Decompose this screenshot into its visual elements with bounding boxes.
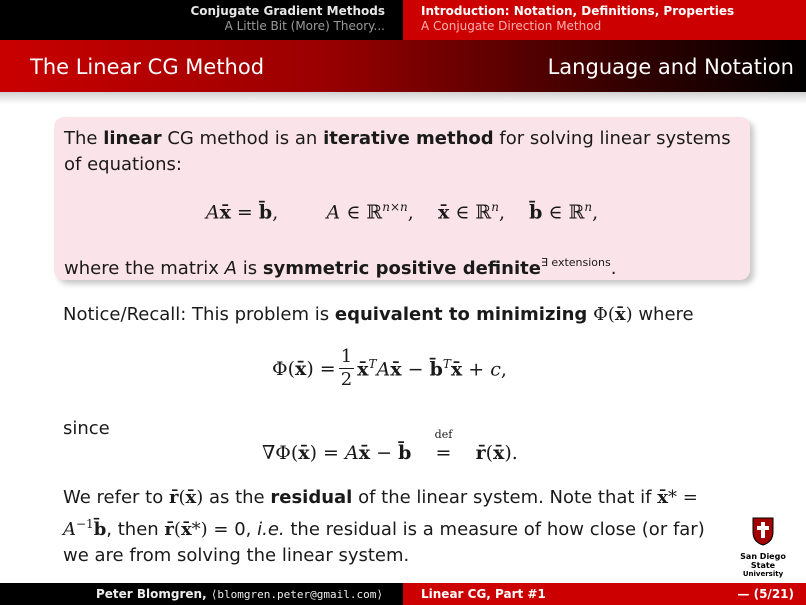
nav-section-active[interactable] [403,0,806,40]
logo-line-1: San Diego State [740,552,786,570]
nav-section-current[interactable] [0,0,403,40]
footer-email[interactable]: ⟨blomgren.peter@gmail.com⟩ [210,588,383,601]
nav-subsection-title: A Little Bit (More) Theory... [224,19,385,33]
nav-subsection-title-active: A Conjugate Direction Method [421,19,602,33]
frame-title: The Linear CG Method [30,55,265,79]
fraction-half: $\frac{1}{2}$ [340,346,353,390]
bold-equivalent: equivalent to minimizing [334,304,588,325]
extensions-link[interactable]: ∃ extensions [540,256,611,269]
footer-talk-title: Linear CG, Part #1 [421,587,546,601]
footer-page-number: — (5/21) [737,587,794,601]
university-logo [734,516,792,578]
quadratic-form-equation: Φ(x̄) = $\frac{1}{2}$ x̄$^T$Ax̄ − b̄$^T$x̄ + c, [272,346,507,390]
frame-title-bar [0,40,806,92]
shield-icon [750,516,776,546]
nav-section-title-active: Introduction: Notation, Definitions, Properties [421,4,735,18]
linear-system-equation: Ax̄ = b̄, A ∈ ℝ$^{n\times n}$, x̄ ∈ ℝ$^n$, b̄ ∈ ℝ$^n$, [205,200,599,224]
frame-subtitle: Language and Notation [547,55,794,79]
notice-text: Notice/Recall: This problem is equivalent to minimizing Φ(x̄) where [63,304,694,325]
since-text: since [63,418,110,439]
def-equals: def = [434,428,453,464]
definition-block [54,117,750,280]
logo-line-2: University [742,570,784,578]
bold-linear: linear [103,128,162,149]
title-shadow [0,92,806,104]
definition-text: The linear CG method is an iterative method for solving linear systems of equations: [64,128,731,175]
bold-residual: residual [270,487,353,508]
footer-bar [0,583,806,605]
bold-spd: symmetric positive definite [262,258,541,279]
bold-iterative-method: iterative method [323,128,494,149]
footer-talk-info [403,583,806,605]
top-navigation [0,0,806,40]
nav-section-title: Conjugate Gradient Methods [190,4,385,18]
footer-author: Peter Blomgren, ⟨blomgren.peter@gmail.com⟩ [0,583,403,605]
definition-condition: where the matrix A is symmetric positive definite$^{\exists extensions}$. [64,256,617,279]
gradient-equation: ∇Φ(x̄) = Ax̄ − b̄ def = r̄(x̄). [262,428,518,464]
residual-paragraph: We refer to r̄(x̄) as the residual of the linear system. Note that if x̄* = $A^{-1}b̄$, then r̄(x̄*) = 0, i.e. the residual is a measure of how close (or far) we are from solving the linear system. [63,487,705,566]
